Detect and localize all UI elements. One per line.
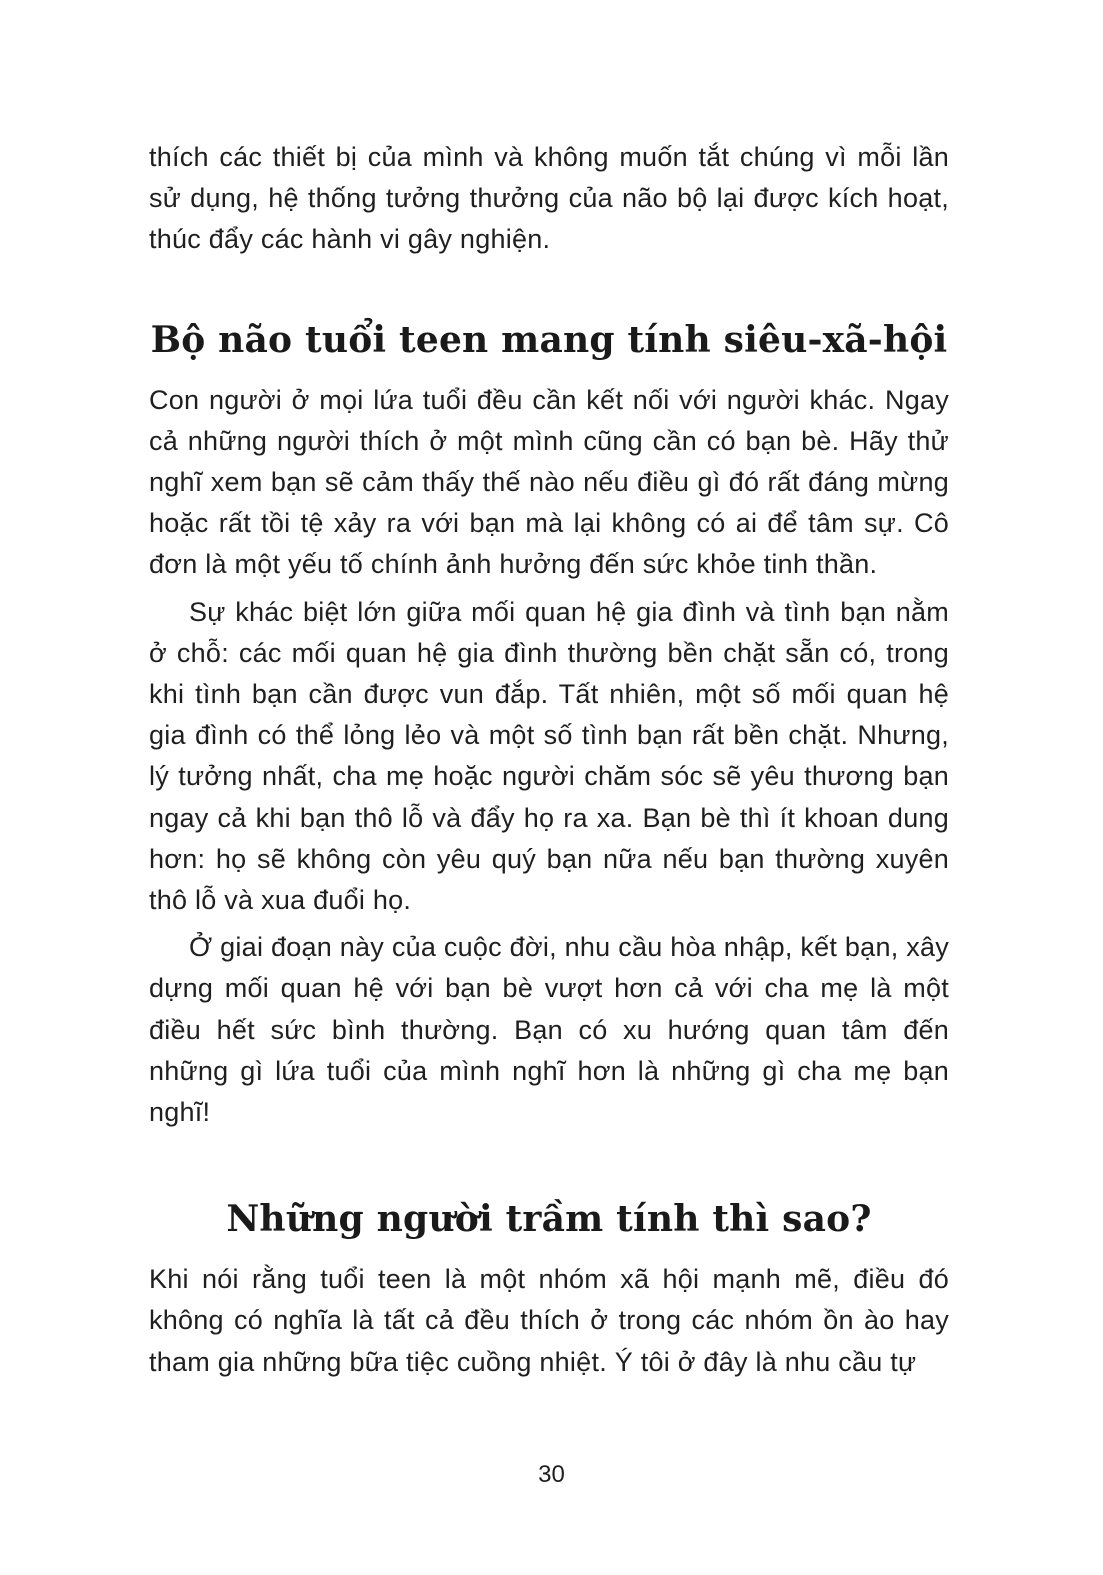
paragraph-social-group: Khi nói rằng tuổi teen là một nhóm xã hội mạnh mẽ, điều đó không có nghĩa là tất cả đều thích ở trong các nhóm ồn ào hay tham gia những bữa tiệc cuồng nhiệt. Ý tôi ở đây là nhu cầu tự [149, 1264, 949, 1377]
page-number: 30 [538, 1461, 565, 1488]
page-content [149, 137, 949, 1383]
paragraph-life-stage: Ở giai đoạn này của cuộc đời, nhu cầu hòa nhập, kết bạn, xây dựng mối quan hệ với bạn bè vượt hơn cả với cha mẹ là một điều hết sức bình thường. Bạn có xu hướng quan tâm đến những gì lứa tuổi của mình nghĩ hơn là những gì cha mẹ bạn nghĩ! [149, 932, 949, 1128]
section-heading-quiet-people: Những người trầm tính thì sao? [226, 1198, 872, 1241]
paragraph-connection: Con người ở mọi lứa tuổi đều cần kết nối với người khác. Ngay cả những người thích ở một mình cũng cần có bạn bè. Hãy thử nghĩ xem bạn sẽ cảm thấy thế nào nếu điều gì đó rất đáng mừng hoặc rất tồi tệ xảy ra với bạn mà lại không có ai để tâm sự. Cô đơn là một yếu tố chính ảnh hưởng đến sức khỏe tinh thần. [149, 384, 949, 580]
intro-paragraph: thích các thiết bị của mình và không muốn tắt chúng vì mỗi lần sử dụng, hệ thống tưởng thưởng của não bộ lại được kích hoạt, thúc đẩy các hành vi gây nghiện. [149, 142, 949, 255]
paragraph-family-vs-friends: Sự khác biệt lớn giữa mối quan hệ gia đình và tình bạn nằm ở chỗ: các mối quan hệ gia đình thường bền chặt sẵn có, trong khi tình bạn cần được vun đắp. Tất nhiên, một số mối quan hệ gia đình có thể lỏng lẻo và một số tình bạn rất bền chặt. Nhưng, lý tưởng nhất, cha mẹ hoặc người chăm sóc sẽ yêu thương bạn ngay cả khi bạn thô lỗ và đẩy họ ra xa. Bạn bè thì ít khoan dung hơn: họ sẽ không còn yêu quý bạn nữa nếu bạn thường xuyên thô lỗ và xua đuổi họ. [149, 596, 949, 916]
section-heading-teen-brain: Bộ não tuổi teen mang tính siêu-xã-hội [150, 318, 948, 361]
